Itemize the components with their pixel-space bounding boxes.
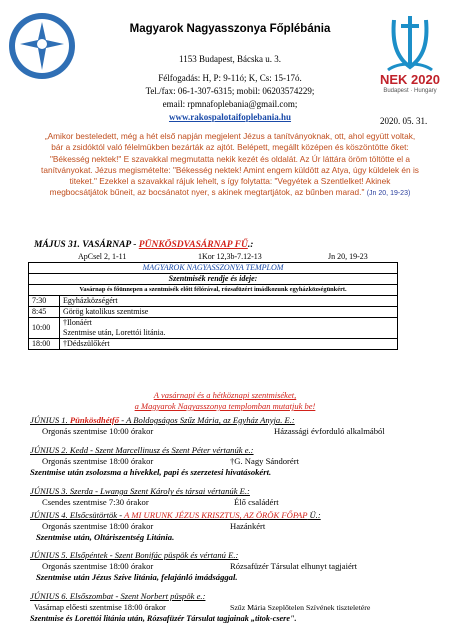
mass-intent: Rózsafüzér Társulat elhunyt tagjaiért [230, 561, 358, 571]
notice [80, 390, 370, 412]
mass-info: Orgonás szentmise 18:00 órakor [42, 561, 154, 571]
quote-ref: (Jn 20, 19-23) [366, 190, 411, 198]
email: email: rpmnafoplebania@gmail.com; [162, 99, 298, 109]
mass-info: Orgonás szentmise 18:00 órakor [42, 456, 154, 466]
quote-text: „Amikor besteledett, még a hét első napján megjelent Jézus a tanítványoknak, ott, ahol együtt voltak, bár a zsidóktól való félelmükben bezárták az ajtót. Belépett, megállt középen és köszöntötte őket: "Békesség nektek!" E szavakkal megmutatta nekik kezét és oldalát. Az Úr láttára öröm töltötte el a tanítványokat. Jézus megismételte: "Békesség nektek! Amint engem küldött az Atya, úgy küldelek én is titeket." Ezekkel a szavakkal rájuk lehelt, s így folytatta: "Vegyétek a Szentlelket! Akinek megbocsátjátok bűneit, az bocsánatot nyer, s akinek megtartjátok, az bűnben marad." [41, 131, 419, 198]
notice-line-2: a Magyarok Nagyasszonya templomban mutatjuk be! [134, 401, 316, 411]
day-title-highlight: A MI URUNK JÉZUS KRISZTUS, AZ ÖRÖK FŐPAP [124, 510, 308, 520]
sunday-heading [34, 240, 253, 250]
day-title: JÚNIUS 5. Elsőpéntek - Szent Bonifác püspök és vértanú E.: [30, 550, 239, 560]
mass-info: Orgonás szentmise 18:00 órakor [42, 521, 154, 531]
day-entry [30, 415, 445, 437]
mass-info: Orgonás szentmise 10:00 órakor [42, 426, 154, 436]
nek-logo-text: NEK 2020 [380, 72, 440, 87]
reading-1: ApCsel 2, 1-11 [78, 252, 127, 261]
table-row [29, 318, 398, 339]
mass-intent: Hazánkért [230, 521, 266, 531]
schedule-time: 18:00 [29, 339, 60, 350]
mass-info: Csendes szentmise 7:30 órakor [42, 497, 149, 507]
table-row [29, 339, 398, 350]
day-note: Szentmise után Jézus Szíve litánia, felajánló imádsággal. [36, 572, 238, 582]
day-title-text: JÚNIUS 4. Elsőcsütörtök - [30, 510, 125, 520]
address: 1153 Budapest, Bácska u. 3. [179, 54, 281, 64]
day-title-highlight: Pünkösdhétfő [69, 415, 120, 425]
schedule-intent: Görög katolikus szentmise [60, 307, 398, 318]
schedule-time: 10:00 [29, 318, 60, 339]
sunday-feast: PÜNKÖSDVASÁRNAP FŰ [138, 240, 248, 250]
schedule-intent-cell [60, 318, 398, 339]
office-hours: Félfogadás: H, P: 9-11ó; K, Cs: 15-17ó. [158, 73, 302, 83]
schedule-time: 8:45 [29, 307, 60, 318]
schedule-title: MAGYAROK NAGYASSZONYA TEMPLOM [29, 263, 398, 274]
schedule-intent: †Ilonáért [63, 318, 92, 327]
day-entry [30, 550, 445, 583]
day-note: Szentmise után zsolozsma a hívekkel, papi és szerzetesi hivatásokért. [30, 467, 272, 477]
day-title: JÚNIUS 3. Szerda - Lwanga Szent Károly és társai vértanúk E.: [30, 486, 250, 496]
phone: Tel./fax: 06-1-307-6315; mobil: 06203574229; [145, 86, 315, 96]
mass-schedule-table [28, 262, 398, 350]
parish-name: Magyarok Nagyasszonya Főplébánia [129, 23, 331, 35]
website-link[interactable]: www.rakospalotaifoplebania.hu [168, 112, 292, 122]
day-title: JÚNIUS 2. Kedd - Szent Marcellinusz és Szent Péter vértanúk e.: [30, 445, 254, 455]
day-entry [30, 510, 445, 543]
day-entry [30, 591, 445, 624]
sunday-date: MÁJUS 31. VASÁRNAP - [34, 240, 137, 250]
day-note: Szentmise és Lorettói litánia után, Rózsafüzér Társulat tagjainak „titok-csere". [30, 614, 297, 623]
day-title-rest: - A Boldogságos Szűz Mária, az Egyház Anyja. E.: [119, 415, 295, 425]
day-title-rest: Ü.: [307, 510, 321, 520]
reading-3: Jn 20, 19-23 [328, 252, 368, 261]
schedule-note: Vasárnap és főünnepen a szentmisék előtt félórával, rózsafüzért imádkozunk egyházközségünkért. [29, 285, 398, 296]
bulletin-date: 2020. 05. 31. [380, 116, 428, 126]
schedule-subtitle: Szentmisék rendje és ideje: [29, 274, 398, 285]
gospel-quote [40, 131, 420, 200]
day-title-text: JÚNIUS 1. [30, 415, 70, 425]
mass-intent: †G. Nagy Sándorért [230, 456, 299, 466]
mass-intent: Házassági évforduló alkalmából [274, 426, 385, 436]
mass-intent: Szűz Mária Szeplőtelen Szívének tiszteletére [230, 603, 371, 612]
table-row [29, 296, 398, 307]
day-entry [30, 445, 445, 478]
notice-line-1: A vasárnapi és a hétköznapi szentmiséket, [153, 390, 297, 400]
schedule-intent: †Dédszülőkért [60, 339, 398, 350]
mass-intent: Élő családért [234, 497, 279, 507]
website-row [90, 111, 370, 123]
day-title [30, 415, 445, 426]
day-title [30, 510, 445, 521]
parish-logo [6, 10, 78, 82]
day-entry [30, 486, 445, 508]
nek-logo-subtext: Budapest · Hungary [383, 88, 437, 94]
sunday-suffix: .: [247, 240, 254, 250]
day-note: Szentmise után, Oltáriszentség Litánia. [36, 532, 175, 542]
mass-info: Vasárnap előesti szentmise 18:00 órakor [34, 603, 166, 612]
schedule-intent: Egyházközségért [60, 296, 398, 307]
day-title: JÚNIUS 6. Elsőszombat - Szent Norbert püspök e.: [30, 591, 206, 601]
table-row [29, 307, 398, 318]
schedule-intent-note: Szentmise után, Lorettói litánia. [63, 328, 166, 337]
reading-2: 1Kor 12,3b-7.12-13 [198, 252, 262, 261]
schedule-time: 7:30 [29, 296, 60, 307]
nek-2020-logo [374, 12, 446, 102]
